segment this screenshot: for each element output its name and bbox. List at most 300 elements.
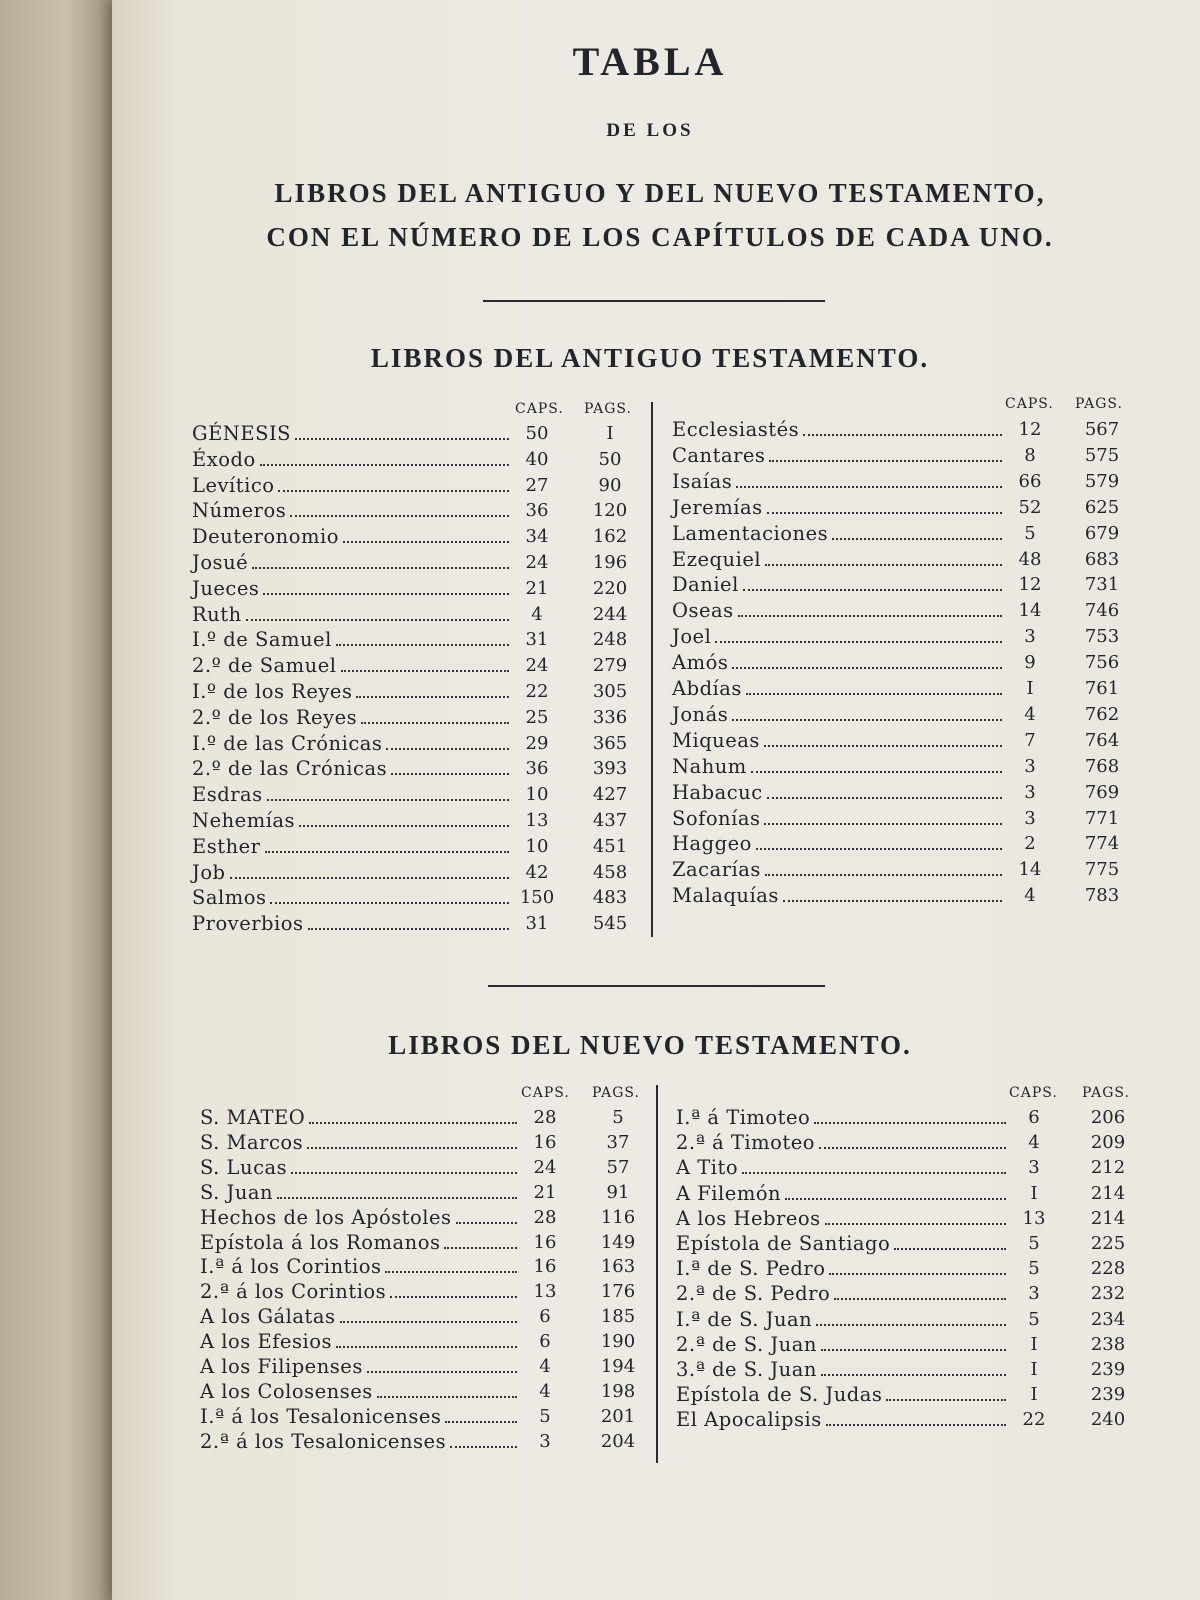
- page-number: 185: [600, 1306, 636, 1328]
- chapter-count: 12: [1018, 419, 1042, 440]
- page-number: 279: [592, 655, 628, 677]
- dot-leader: [819, 1147, 1006, 1149]
- chapter-count: 12: [1018, 574, 1042, 596]
- book-name: Oseas: [672, 599, 734, 623]
- dot-leader: [456, 1222, 517, 1224]
- chapter-count: 13: [525, 810, 549, 831]
- book-name: Salmos: [192, 886, 267, 910]
- chapter-count: 34: [525, 526, 549, 548]
- book-name: 2.ª á Timoteo: [676, 1131, 815, 1155]
- table-row: [192, 523, 634, 548]
- book-name: 2.º de Samuel: [192, 654, 337, 678]
- dot-leader: [825, 1223, 1006, 1225]
- book-name: Esther: [192, 834, 261, 858]
- chapter-count: 6: [1028, 1107, 1040, 1128]
- book-name: Esdras: [192, 783, 263, 807]
- table-row: [192, 678, 634, 703]
- table-row: [200, 1328, 640, 1353]
- page-number: 746: [1084, 600, 1120, 622]
- page-number: 232: [1090, 1283, 1126, 1305]
- chapter-count: 6: [539, 1331, 551, 1353]
- book-name: Nahum: [672, 754, 747, 778]
- dot-leader: [385, 1271, 517, 1273]
- pags-header: PAGS.: [592, 1085, 640, 1101]
- book-name: Jeremías: [672, 495, 763, 519]
- book-name: Abdías: [672, 677, 742, 700]
- page-number: 567: [1084, 419, 1120, 440]
- page-number: 91: [606, 1181, 630, 1203]
- chapter-count: 14: [1018, 859, 1042, 881]
- page-title: TABLA: [572, 39, 728, 84]
- chapter-count: 3: [1028, 1283, 1040, 1305]
- dot-leader: [785, 1198, 1006, 1200]
- chapter-count: 150: [519, 887, 555, 909]
- page-number: 731: [1084, 574, 1120, 596]
- dot-leader: [743, 589, 1002, 591]
- chapter-count: 24: [525, 655, 549, 677]
- table-row: [672, 882, 1130, 907]
- page-number: 769: [1084, 781, 1120, 803]
- book-name: I.ª de S. Juan: [676, 1307, 813, 1331]
- book-name: A los Colosenses: [200, 1379, 373, 1403]
- page-number: 214: [1090, 1207, 1126, 1229]
- dot-leader: [751, 771, 1002, 773]
- table-row: [676, 1129, 1134, 1154]
- table-row: [676, 1331, 1134, 1356]
- page-number: 579: [1084, 470, 1120, 492]
- table-row: [192, 781, 634, 806]
- table-row: [192, 549, 634, 574]
- page-number: 206: [1090, 1107, 1126, 1128]
- page-number: 679: [1084, 522, 1120, 544]
- table-row: [672, 468, 1130, 493]
- dot-leader: [246, 619, 509, 621]
- book-name: Jonás: [672, 702, 729, 726]
- dot-leader: [814, 1122, 1006, 1124]
- chapter-count: 3: [539, 1430, 551, 1452]
- book-name: 2.º de las Crónicas: [192, 757, 388, 781]
- chapter-count: 9: [1024, 652, 1036, 674]
- chapter-count: 31: [525, 913, 549, 935]
- dot-leader: [769, 460, 1002, 462]
- dot-leader: [736, 486, 1002, 488]
- dot-leader: [715, 641, 1002, 643]
- dot-leader: [230, 877, 509, 879]
- heading-line-2: CON EL NÚMERO DE LOS CAPÍTULOS DE CADA UNO.: [266, 222, 1054, 252]
- dot-leader: [746, 693, 1002, 695]
- heading-line-1: LIBROS DEL ANTIGUO Y DEL NUEVO TESTAMENTO,: [274, 178, 1046, 208]
- page-number: 116: [600, 1206, 636, 1228]
- dot-leader: [821, 1349, 1006, 1351]
- dot-leader: [764, 745, 1002, 747]
- book-name: 2.ª á los Corintios: [200, 1280, 387, 1304]
- table-row: [672, 649, 1130, 674]
- chapter-count: I: [1026, 678, 1034, 699]
- chapter-count: 52: [1018, 496, 1042, 518]
- table-row: [200, 1353, 640, 1378]
- dot-leader: [894, 1248, 1006, 1250]
- dot-leader: [356, 696, 509, 698]
- column-divider: [651, 402, 653, 937]
- dot-leader: [783, 900, 1002, 902]
- page-number: 761: [1084, 678, 1120, 699]
- page-number: 427: [592, 784, 628, 806]
- dot-leader: [732, 719, 1002, 721]
- book-name: Daniel: [672, 573, 739, 597]
- table-row: [676, 1381, 1134, 1406]
- column-divider: [656, 1085, 658, 1463]
- divider-rule: [488, 985, 825, 987]
- page-number: 190: [600, 1331, 636, 1353]
- book-name: I.º de Samuel: [192, 628, 332, 652]
- table-row: [200, 1179, 640, 1204]
- dot-leader: [765, 564, 1002, 566]
- table-row: [672, 805, 1130, 830]
- chapter-count: 4: [531, 603, 543, 625]
- page-number: 176: [600, 1281, 636, 1303]
- page-subtitle: DE LOS: [606, 120, 694, 141]
- table-row: [192, 730, 634, 755]
- book-name: S. Marcos: [200, 1130, 304, 1154]
- book-name: 2.ª de S. Pedro: [676, 1282, 831, 1306]
- page-number: 483: [592, 887, 628, 909]
- table-row: [672, 546, 1130, 571]
- table-row: [200, 1378, 640, 1403]
- dot-leader: [361, 722, 509, 724]
- page-number: 625: [1084, 496, 1120, 518]
- page-number: 163: [600, 1256, 636, 1278]
- chapter-count: 10: [525, 835, 549, 857]
- dot-leader: [343, 541, 509, 543]
- table-row: [676, 1104, 1134, 1129]
- page-number: 437: [592, 810, 628, 831]
- table-row: [672, 442, 1130, 467]
- page-number: 393: [592, 758, 628, 780]
- table-row: [200, 1129, 640, 1154]
- book-name: S. Juan: [200, 1180, 274, 1204]
- dot-leader: [291, 1172, 517, 1174]
- book-name: A Filemón: [676, 1181, 782, 1205]
- dot-leader: [307, 1147, 517, 1149]
- page-number: 212: [1090, 1157, 1126, 1179]
- dot-leader: [277, 1197, 517, 1199]
- page-number: 198: [600, 1380, 636, 1402]
- page-number: 545: [592, 913, 628, 935]
- table-row: [672, 727, 1130, 752]
- dot-leader: [336, 1346, 517, 1348]
- table-row: [200, 1154, 640, 1179]
- book-name: S. MATEO: [200, 1106, 306, 1129]
- book-name: El Apocalipsis: [676, 1408, 822, 1432]
- page-number: 57: [606, 1156, 630, 1178]
- book-name: Epístola á los Romanos: [200, 1230, 441, 1254]
- book-name: GÉNESIS: [192, 422, 292, 445]
- book-name: Job: [192, 860, 226, 884]
- table-row: [672, 520, 1130, 545]
- book-name: I.ª á los Tesalonicenses: [200, 1404, 442, 1428]
- book-name: Cantares: [672, 443, 766, 467]
- dot-leader: [308, 928, 509, 930]
- table-row: [676, 1306, 1134, 1331]
- chapter-count: 24: [525, 552, 549, 573]
- dot-leader: [742, 1172, 1006, 1174]
- book-name: I.º de los Reyes: [192, 680, 353, 703]
- table-row: [672, 779, 1130, 804]
- chapter-count: 4: [539, 1356, 551, 1377]
- book-name: A los Filipenses: [200, 1355, 363, 1378]
- chapter-count: 5: [1024, 522, 1036, 544]
- table-row: [200, 1403, 640, 1428]
- chapter-count: 5: [539, 1405, 551, 1427]
- chapter-count: 2: [1024, 833, 1036, 855]
- dot-leader: [260, 464, 509, 466]
- caps-header: CAPS.: [1005, 396, 1054, 412]
- book-name: Josué: [192, 551, 249, 574]
- dot-leader: [252, 567, 509, 569]
- dot-leader: [270, 902, 509, 904]
- table-row: [672, 701, 1130, 726]
- new-testament-title: LIBROS DEL NUEVO TESTAMENTO.: [388, 1030, 912, 1060]
- table-row: [672, 571, 1130, 596]
- dot-leader: [764, 823, 1002, 825]
- page-number: 458: [592, 861, 628, 883]
- table-row: [192, 833, 634, 858]
- book-name: Habacuc: [672, 780, 763, 804]
- dot-leader: [829, 1273, 1006, 1275]
- book-name: Levítico: [192, 473, 275, 497]
- chapter-count: 27: [525, 474, 549, 496]
- table-row: [672, 597, 1130, 622]
- page-number: 234: [1090, 1308, 1126, 1330]
- page-number: 365: [592, 732, 628, 754]
- dot-leader: [821, 1374, 1006, 1376]
- table-row: [192, 652, 634, 677]
- book-name: Ruth: [192, 602, 242, 626]
- page-number: 239: [1090, 1384, 1126, 1406]
- page-number: 753: [1084, 626, 1120, 648]
- table-row: [676, 1230, 1134, 1255]
- chapter-count: 3: [1028, 1157, 1040, 1179]
- book-name: Deuteronomio: [192, 525, 339, 549]
- page-number: 305: [592, 681, 628, 702]
- table-row: [192, 807, 634, 832]
- table-row: [676, 1356, 1134, 1381]
- chapter-count: 40: [525, 448, 549, 470]
- chapter-count: 4: [539, 1380, 551, 1402]
- dot-leader: [309, 1122, 517, 1124]
- book-name: Sofonías: [672, 806, 761, 830]
- page-number: 120: [592, 500, 628, 522]
- book-name: A los Hebreos: [676, 1206, 821, 1230]
- table-row: [672, 856, 1130, 881]
- chapter-count: 3: [1024, 807, 1036, 829]
- chapter-count: 22: [1022, 1409, 1046, 1431]
- dot-leader: [832, 538, 1002, 540]
- dot-leader: [341, 670, 509, 672]
- table-row: [676, 1255, 1134, 1280]
- page-number: 194: [600, 1356, 636, 1377]
- book-name: Malaquías: [672, 884, 779, 908]
- dot-leader: [886, 1399, 1006, 1401]
- table-row: [676, 1280, 1134, 1305]
- chapter-count: 13: [533, 1281, 557, 1303]
- book-name: I.ª de S. Pedro: [676, 1257, 826, 1281]
- dot-leader: [278, 490, 509, 492]
- page-number: 37: [606, 1131, 630, 1153]
- page-number: 762: [1084, 703, 1120, 725]
- book-name: A los Efesios: [200, 1330, 332, 1354]
- chapter-count: 66: [1018, 470, 1042, 492]
- dot-leader: [756, 848, 1002, 850]
- page-number: 149: [600, 1231, 636, 1253]
- book-name: 3.ª de S. Juan: [676, 1358, 817, 1381]
- chapter-count: 8: [1024, 444, 1036, 466]
- dot-leader: [826, 1424, 1006, 1426]
- dot-leader: [767, 512, 1002, 514]
- chapter-count: 50: [525, 423, 549, 444]
- page-number: 162: [592, 526, 628, 548]
- page-number: 783: [1084, 885, 1120, 907]
- page-number: 90: [598, 474, 622, 496]
- chapter-count: 28: [533, 1206, 557, 1228]
- dot-leader: [377, 1396, 517, 1398]
- table-row: [672, 623, 1130, 648]
- book-name: A los Gálatas: [200, 1305, 336, 1329]
- chapter-count: 24: [533, 1156, 557, 1178]
- page-number: 228: [1090, 1258, 1126, 1280]
- page-number: 201: [600, 1405, 636, 1427]
- dot-leader: [445, 1421, 517, 1423]
- page-number: 5: [612, 1107, 624, 1128]
- page-number: 756: [1084, 652, 1120, 674]
- page-number: 764: [1084, 729, 1120, 751]
- chapter-count: 21: [525, 577, 549, 599]
- page-number: 244: [592, 603, 628, 625]
- chapter-count: 48: [1018, 548, 1042, 570]
- book-name: Nehemías: [192, 809, 296, 832]
- table-row: [200, 1303, 640, 1328]
- chapter-count: 21: [533, 1181, 557, 1203]
- table-row: [192, 859, 634, 884]
- caps-header: CAPS.: [1009, 1085, 1058, 1101]
- chapter-count: 3: [1024, 781, 1036, 803]
- dot-leader: [738, 615, 1002, 617]
- book-name: Hechos de los Apóstoles: [200, 1205, 452, 1229]
- dot-leader: [340, 1321, 518, 1323]
- table-row: [672, 753, 1130, 778]
- book-name: Joel: [672, 625, 712, 649]
- chapter-count: 4: [1024, 703, 1036, 725]
- dot-leader: [299, 825, 509, 827]
- book-name: Ezequiel: [672, 547, 762, 571]
- book-name: Epístola de Santiago: [676, 1232, 891, 1255]
- table-row: [192, 601, 634, 626]
- table-row: [672, 675, 1130, 700]
- dot-leader: [450, 1446, 517, 1448]
- table-row: [192, 575, 634, 600]
- chapter-count: 29: [525, 732, 549, 754]
- dot-leader: [295, 438, 509, 440]
- page-number: 238: [1090, 1333, 1126, 1355]
- table-row: [192, 704, 634, 729]
- book-name: 2.ª á los Tesalonicenses: [200, 1429, 447, 1453]
- chapter-count: 4: [1024, 885, 1036, 907]
- chapter-count: 10: [525, 784, 549, 806]
- page-number: 239: [1090, 1359, 1126, 1380]
- dot-leader: [834, 1298, 1006, 1300]
- page-number: 50: [598, 448, 622, 470]
- dot-leader: [390, 1296, 517, 1298]
- chapter-count: 5: [1028, 1233, 1040, 1254]
- chapter-count: 42: [525, 861, 549, 883]
- table-row: [676, 1180, 1134, 1205]
- dot-leader: [444, 1247, 517, 1249]
- dot-leader: [386, 748, 509, 750]
- chapter-count: 25: [525, 706, 549, 728]
- page-number: 768: [1084, 755, 1120, 777]
- book-name: S. Lucas: [200, 1155, 288, 1179]
- chapter-count: 3: [1024, 755, 1036, 777]
- table-row: [192, 755, 634, 780]
- page-number: 774: [1084, 833, 1120, 855]
- table-row: [676, 1154, 1134, 1179]
- dot-leader: [767, 797, 1002, 799]
- table-row: [200, 1104, 640, 1129]
- page-number: 451: [592, 835, 628, 857]
- dot-leader: [336, 644, 509, 646]
- table-row: [672, 416, 1130, 441]
- pags-header: PAGS.: [584, 401, 632, 417]
- chapter-count: I: [1030, 1384, 1038, 1406]
- chapter-count: 14: [1018, 600, 1042, 622]
- divider-rule: [483, 300, 825, 302]
- table-row: [200, 1278, 640, 1303]
- pags-header: PAGS.: [1082, 1085, 1130, 1101]
- table-row: [192, 884, 634, 909]
- book-name: Lamentaciones: [672, 521, 829, 545]
- table-row: [672, 830, 1130, 855]
- book-name: I.ª á Timoteo: [676, 1106, 811, 1129]
- book-name: Zacarías: [672, 858, 761, 882]
- dot-leader: [803, 434, 1002, 436]
- chapter-count: 7: [1024, 729, 1036, 751]
- table-row: [192, 446, 634, 471]
- old-testament-title: LIBROS DEL ANTIGUO TESTAMENTO.: [370, 343, 930, 373]
- chapter-count: 31: [525, 629, 549, 651]
- table-row: [192, 472, 634, 497]
- page-number: 209: [1090, 1132, 1126, 1154]
- chapter-count: 6: [539, 1306, 551, 1328]
- chapter-count: 16: [533, 1131, 557, 1153]
- table-row: [676, 1406, 1134, 1431]
- dot-leader: [263, 593, 509, 595]
- page-number: 204: [600, 1430, 636, 1452]
- dot-leader: [267, 799, 509, 801]
- book-name: Epístola de S. Judas: [676, 1383, 883, 1407]
- chapter-count: 16: [533, 1256, 557, 1278]
- book-name: Números: [192, 499, 287, 523]
- page-number: 240: [1090, 1409, 1126, 1431]
- chapter-count: 28: [533, 1107, 557, 1128]
- table-row: [200, 1204, 640, 1229]
- page-number: 248: [592, 629, 628, 651]
- pags-header: PAGS.: [1075, 396, 1123, 412]
- table-row: [200, 1253, 640, 1278]
- caps-header: CAPS.: [521, 1085, 570, 1101]
- chapter-count: 22: [525, 681, 549, 702]
- chapter-count: 5: [1028, 1258, 1040, 1280]
- dot-leader: [391, 773, 509, 775]
